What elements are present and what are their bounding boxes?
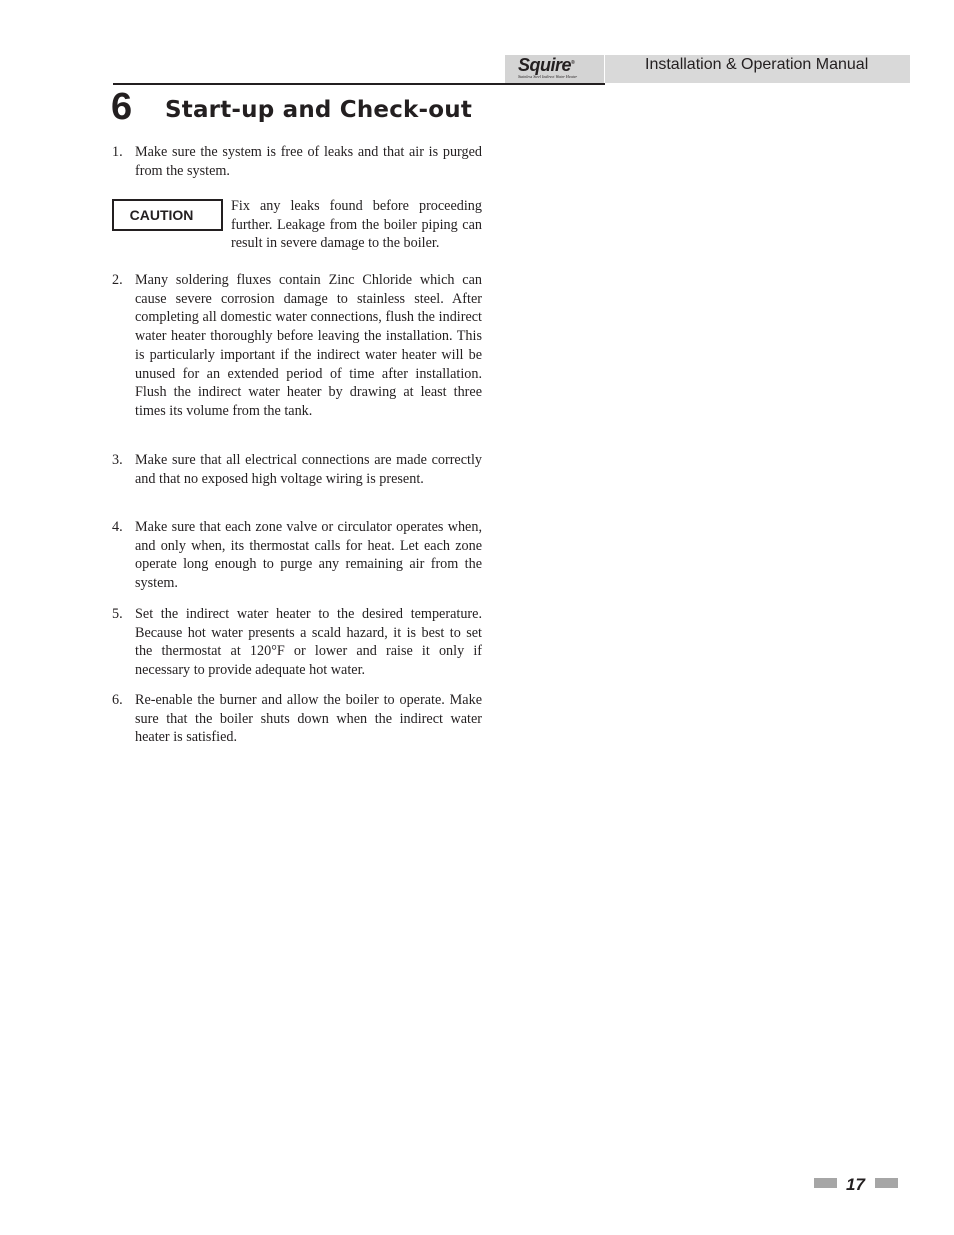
footer-bar-left: [814, 1178, 837, 1188]
header-divider: [113, 83, 605, 85]
footer-bar-right: [875, 1178, 898, 1188]
list-item-number: 1.: [112, 144, 123, 160]
caution-label: CAUTION: [129, 207, 194, 223]
list-item-5: [112, 605, 482, 680]
list-item-3: [112, 451, 482, 488]
list-item-number: 5.: [112, 606, 123, 622]
page-number: 17: [846, 1175, 865, 1194]
list-item-text: Many soldering fluxes contain Zinc Chloride which can cause severe corrosion damage to stainless steel. After completing all domestic water connections, flush the indirect water heater thoroughly before leaving the installation. This is particularly important if the indirect water heater will be unused for an extended period of time after installation. Flush the indirect water heater by drawing at least three times its volume from the tank.: [135, 272, 482, 419]
caution-text: Fix any leaks found before proceeding further. Leakage from the boiler piping can result in severe damage to the boiler.: [231, 198, 482, 252]
brand-logo: Squire®: [518, 55, 575, 75]
list-item-number: 6.: [112, 692, 123, 708]
caution-badge: [112, 199, 223, 231]
list-item-1: [112, 143, 482, 180]
section-title: Start-up and Check-out: [165, 97, 473, 123]
list-item-number: 2.: [112, 272, 123, 288]
list-item-6: [112, 691, 482, 747]
header-title-bar: [605, 55, 910, 83]
manual-title: Installation & Operation Manual: [645, 56, 869, 73]
list-item-text: Make sure that each zone valve or circulator operates when, and only when, its thermostat calls for heat. Let each zone operate long enough to purge any remaining air from the system.: [135, 519, 482, 592]
list-item-text: Make sure the system is free of leaks and that air is purged from the system.: [135, 144, 482, 179]
list-item-text: Set the indirect water heater to the desired temperature. Because hot water presents a scald hazard, it is best to set the thermostat at 120°F or lower and raise it only if necessary to provide adequate hot water.: [135, 606, 482, 679]
section-number: 6: [111, 86, 133, 128]
list-item-number: 3.: [112, 452, 123, 468]
list-item-text: Make sure that all electrical connections are made correctly and that no exposed high voltage wiring is present.: [135, 452, 482, 487]
list-item-4: [112, 518, 482, 593]
brand-tagline: Stainless Steel Indirect Water Heater: [518, 74, 578, 79]
header-logo-area: [505, 55, 604, 84]
list-item-2: [112, 271, 482, 421]
list-item-text: Re-enable the burner and allow the boiler to operate. Make sure that the boiler shuts down when the indirect water heater is satisfied.: [135, 692, 482, 746]
list-item-number: 4.: [112, 519, 123, 535]
